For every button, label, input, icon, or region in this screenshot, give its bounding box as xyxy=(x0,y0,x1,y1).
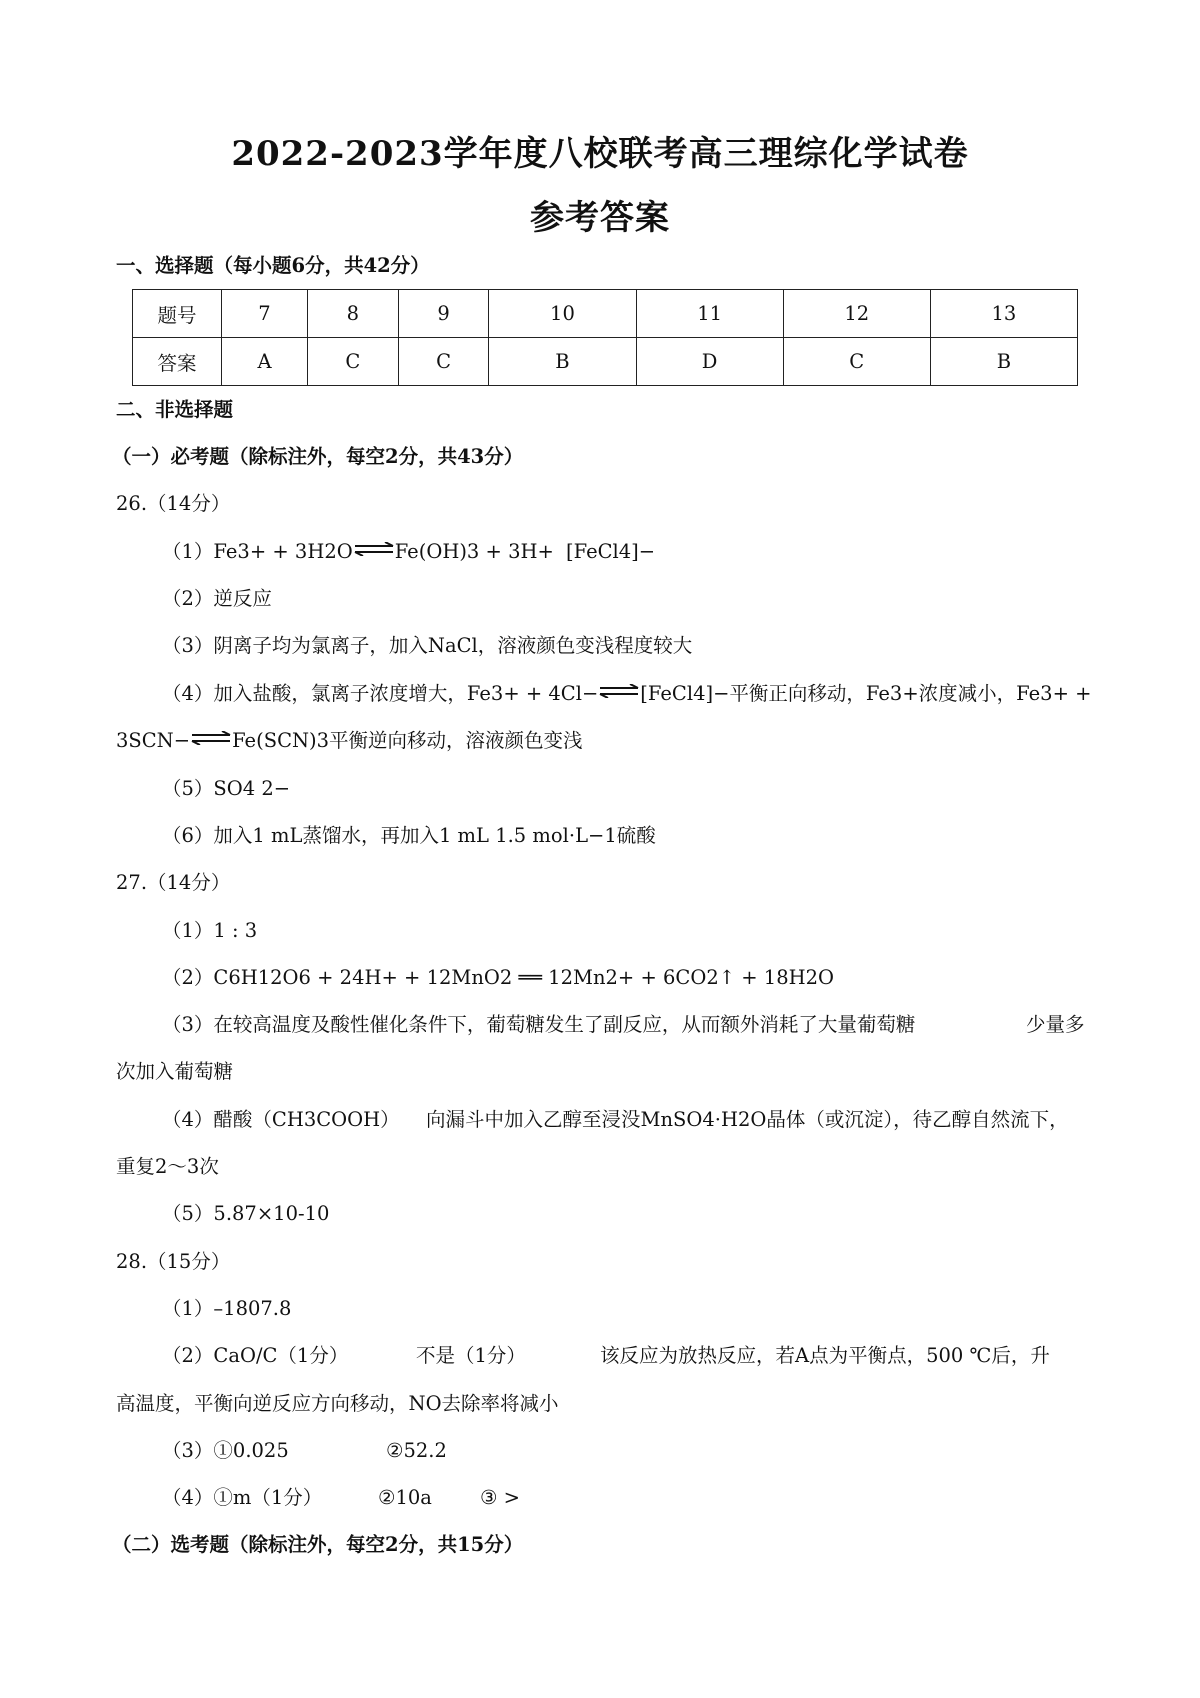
table-row xyxy=(133,338,1078,386)
table-cell: 12 xyxy=(783,290,930,338)
table-cell: 10 xyxy=(489,290,636,338)
table-cell: A xyxy=(222,338,308,386)
section1-heading: 一、选择题（每小题6分，共42分） xyxy=(116,254,430,277)
q26-answer-2: （2）逆反应 xyxy=(162,587,272,610)
q28-answer-4b: ②10a xyxy=(378,1486,432,1509)
table-cell: 8 xyxy=(307,290,398,338)
q27-answer-4-line1: （4）醋酸（CH3COOH） xyxy=(162,1108,400,1131)
q28-heading: 28.（15分） xyxy=(116,1250,231,1273)
q27-answer-1: （1）1 : 3 xyxy=(162,919,258,942)
table-cell: 9 xyxy=(398,290,489,338)
part2-heading: （二）选考题（除标注外，每空2分，共15分） xyxy=(112,1533,524,1556)
section2-heading: 二、非选择题 xyxy=(116,398,234,421)
page-subtitle: 参考答案 xyxy=(530,198,670,238)
table-cell: C xyxy=(783,338,930,386)
q26-answer-4-line2: 3SCN− Fe(SCN)3平衡逆向移动，溶液颜色变浅 xyxy=(116,729,583,752)
q28-answer-1: （1）–1807.8 xyxy=(162,1297,292,1320)
q28-answer-2b: 不是（1分） xyxy=(416,1344,526,1367)
q26-answer-6: （6）加入1 mL蒸馏水，再加入1 mL 1.5 mol·L−1硫酸 xyxy=(162,824,656,847)
table-cell: D xyxy=(636,338,783,386)
q26-eq-right: Fe(OH)3 + 3H+ xyxy=(394,540,554,563)
q26-answer-5: （5）SO4 2− xyxy=(162,777,291,800)
table-cell: B xyxy=(930,338,1077,386)
equilibrium-arrow-icon xyxy=(598,684,640,698)
table-cell: 7 xyxy=(222,290,308,338)
table-cell: 13 xyxy=(930,290,1077,338)
q27-answer-3-line2: 次加入葡萄糖 xyxy=(116,1060,234,1083)
q26-answer-4-line1: （4）加入盐酸，氯离子浓度增大，Fe3+ + 4Cl− [FeCl4]−平衡正向移动，Fe3+浓度减小，Fe3+ + xyxy=(162,682,1092,705)
answer-table xyxy=(132,289,1078,386)
table-row xyxy=(133,290,1078,338)
q28-answer-4c: ③ > xyxy=(480,1486,521,1509)
q28-answer-3b: ②52.2 xyxy=(386,1439,447,1462)
q26-answer-1-extra: [FeCl4]− xyxy=(566,540,656,563)
q28-answer-3a: （3）①0.025 xyxy=(162,1439,289,1462)
q27-answer-3-line1: （3）在较高温度及酸性催化条件下，葡萄糖发生了副反应，从而额外消耗了大量葡萄糖 xyxy=(162,1013,916,1036)
page-title: 2022-2023学年度八校联考高三理综化学试卷 xyxy=(231,134,969,174)
q26-answer-3: （3）阴离子均为氯离子，加入NaCl，溶液颜色变浅程度较大 xyxy=(162,634,693,657)
q27-answer-5: （5）5.87×10-10 xyxy=(162,1202,330,1225)
equilibrium-arrow-icon xyxy=(190,731,232,745)
part1-heading: （一）必考题（除标注外，每空2分，共43分） xyxy=(112,445,524,468)
q27-answer-2: （2）C6H12O6 + 24H+ + 12MnO2 ══ 12Mn2+ + 6CO2↑ + 18H2O xyxy=(162,966,835,989)
table-cell: C xyxy=(307,338,398,386)
row-label-answer: 答案 xyxy=(133,338,222,386)
q28-answer-2c: 该反应为放热反应，若A点为平衡点，500 ℃后，升 xyxy=(600,1344,1050,1367)
row-label-question: 题号 xyxy=(133,290,222,338)
table-cell: C xyxy=(398,338,489,386)
q27-answer-4-extra: 向漏斗中加入乙醇至浸没MnSO4·H2O晶体（或沉淀），待乙醇自然流下， xyxy=(426,1108,1069,1131)
q28-answer-2-line2: 高温度，平衡向逆反应方向移动，NO去除率将减小 xyxy=(116,1392,559,1415)
q27-answer-4-line2: 重复2～3次 xyxy=(116,1155,219,1178)
q26-eq-left: Fe3+ + 3H2O xyxy=(213,540,353,563)
q28-answer-4a: （4）①m（1分） xyxy=(162,1486,323,1509)
table-cell: B xyxy=(489,338,636,386)
q26-heading: 26.（14分） xyxy=(116,492,231,515)
equilibrium-arrow-icon xyxy=(353,542,395,556)
q27-heading: 27.（14分） xyxy=(116,871,231,894)
q27-answer-3-extra: 少量多 xyxy=(1026,1013,1085,1036)
q28-answer-2a: （2）CaO/C（1分） xyxy=(162,1344,349,1367)
table-cell: 11 xyxy=(636,290,783,338)
q26-answer-1: （1）Fe3+ + 3H2O Fe(OH)3 + 3H+ xyxy=(162,540,554,563)
